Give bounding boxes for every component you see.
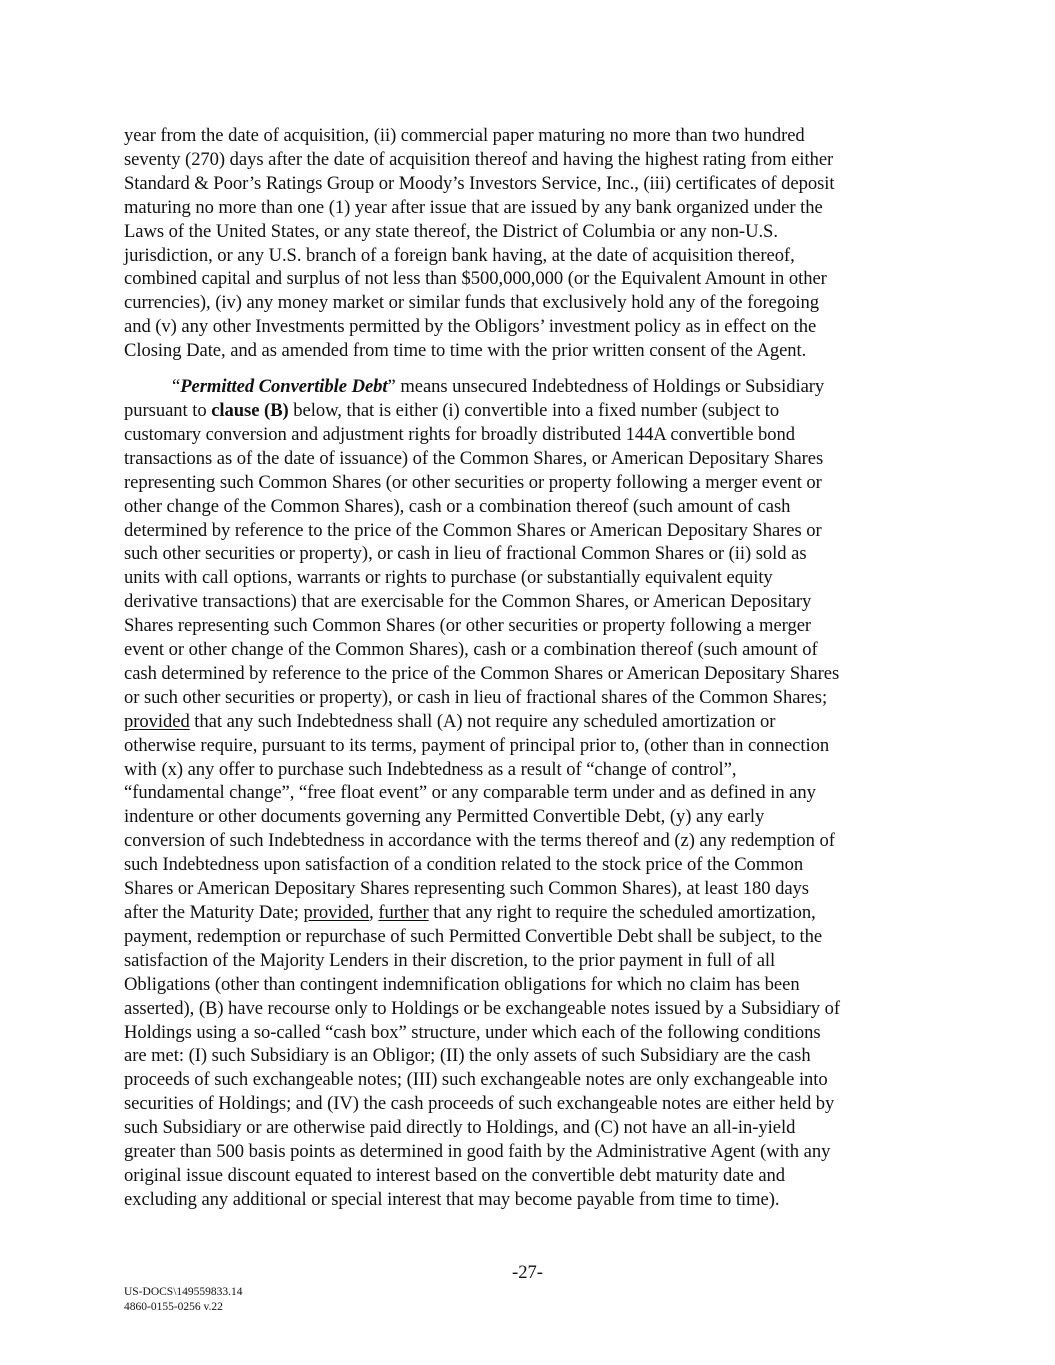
text-line: such Subsidiary or are otherwise paid directly to Holdings, and (C) not have an all-in-yield — [124, 1117, 796, 1139]
clause-reference: clause (B) — [211, 399, 289, 421]
text-line: securities of Holdings; and (IV) the cash proceeds of such exchangeable notes are either held by — [124, 1093, 835, 1115]
text-line: determined by reference to the price of the Common Shares or American Depositary Shares or — [124, 519, 822, 541]
defined-term: Permitted Convertible Debt — [180, 376, 388, 398]
text-line: Shares representing such Common Shares (or other securities or property following a merger — [124, 615, 812, 637]
text-segment: pursuant to — [124, 399, 212, 421]
text-line — [124, 399, 932, 423]
text-line: asserted), (B) have recourse only to Holdings or be exchangeable notes issued by a Subsidiary of — [124, 997, 841, 1019]
text-segment: after the Maturity Date; — [124, 902, 304, 923]
text-line: payment, redemption or repurchase of such Permitted Convertible Debt shall be subject, to the — [124, 925, 823, 947]
text-line: conversion of such Indebtedness in accordance with the terms thereof and (z) any redemption of — [124, 830, 835, 852]
paragraph-spacer — [124, 363, 932, 375]
text-line: or such other securities or property), or cash in lieu of fractional shares of the Common Shares; — [124, 686, 828, 708]
text-line — [124, 901, 932, 925]
document-footer — [124, 1285, 243, 1314]
text-line: greater than 500 basis points as determined in good faith by the Administrative Agent (with any — [124, 1141, 831, 1163]
text-line: derivative transactions) that are exercisable for the Common Shares, or American Depositary — [124, 591, 812, 613]
text-line: seventy (270) days after the date of acquisition thereof and having the highest rating from either — [124, 148, 834, 170]
text-line: such Indebtedness upon satisfaction of a condition related to the stock price of the Common — [124, 854, 804, 876]
text-line: Laws of the United States, or any state thereof, the District of Columbia or any non-U.S. — [124, 220, 778, 242]
text-line: jurisdiction, or any U.S. branch of a foreign bank having, at the date of acquisition thereof, — [124, 244, 795, 266]
text-line: “fundamental change”, “free float event” or any comparable term under and as defined in any — [124, 782, 816, 804]
text-line: cash determined by reference to the price of the Common Shares or American Depositary Shares — [124, 662, 840, 684]
proviso-keyword: provided — [124, 710, 190, 732]
text-line: Shares or American Depositary Shares representing such Common Shares), at least 180 days — [124, 878, 809, 900]
text-line: satisfaction of the Majority Lenders in their discretion, to the prior payment in full of all — [124, 949, 776, 971]
page-number: -27- — [512, 1262, 543, 1283]
text-line: indenture or other documents governing any Permitted Convertible Debt, (y) any early — [124, 806, 765, 828]
text-line: event or other change of the Common Shares), cash or a combination thereof (such amount of — [124, 639, 818, 661]
text-line: representing such Common Shares (or other securities or property following a merger event or — [124, 471, 822, 493]
text-line: units with call options, warrants or rights to purchase (or substantially equivalent equity — [124, 567, 773, 589]
text-segment: that any such Indebtedness shall (A) not require any scheduled amortization or — [189, 710, 776, 732]
text-line: transactions as of the date of issuance) of the Common Shares, or American Depositary Shares — [124, 447, 824, 469]
document-body — [124, 124, 932, 1212]
proviso-keyword: provided — [303, 902, 370, 923]
text-line: and (v) any other Investments permitted by the Obligors’ investment policy as in effect on the — [124, 316, 817, 338]
text-line: Holdings using a so-called “cash box” structure, under which each of the following conditions — [124, 1021, 821, 1043]
footer-doc-id: US-DOCS\149559833.14 — [124, 1286, 243, 1298]
text-line: otherwise require, pursuant to its terms, payment of principal prior to, (other than in connection — [124, 734, 830, 756]
text-line: are met: (I) such Subsidiary is an Obligor; (II) the only assets of such Subsidiary are the cash — [124, 1045, 811, 1067]
text-line: Standard & Poor’s Ratings Group or Moody’s Investors Service, Inc., (iii) certificates of deposit — [124, 172, 835, 194]
open-quote: “ — [172, 376, 181, 398]
text-line: customary conversion and adjustment rights for broadly distributed 144A convertible bond — [124, 423, 796, 445]
text-segment: below, that is either (i) convertible into a fixed number (subject to — [288, 399, 780, 421]
definition-lead-text: ” means unsecured Indebtedness of Holdings or Subsidiary — [387, 376, 825, 398]
text-line: other change of the Common Shares), cash or a combination thereof (such amount of cash — [124, 495, 791, 517]
proviso-keyword: further — [378, 902, 429, 923]
text-segment: , — [369, 902, 379, 923]
text-line: combined capital and surplus of not less than $500,000,000 (or the Equivalent Amount in other — [124, 268, 827, 290]
definition-first-line — [124, 375, 932, 399]
text-line: year from the date of acquisition, (ii) commercial paper maturing no more than two hundred — [124, 125, 805, 146]
text-line — [124, 710, 932, 734]
text-line: maturing no more than one (1) year after issue that are issued by any bank organized under the — [124, 196, 823, 218]
text-line: Obligations (other than contingent indemnification obligations for which no claim has been — [124, 973, 800, 995]
text-line: original issue discount equated to interest based on the convertible debt maturity date and — [124, 1164, 786, 1186]
text-line: excluding any additional or special interest that may become payable from time to time). — [124, 1188, 780, 1210]
text-line: Closing Date, and as amended from time to time with the prior written consent of the Agent. — [124, 340, 807, 362]
text-segment: that any right to require the scheduled amortization, — [428, 902, 816, 923]
text-line: currencies), (iv) any money market or similar funds that exclusively hold any of the foregoing — [124, 292, 819, 314]
paragraph-permitted-convertible-debt — [124, 375, 932, 1212]
text-line: with (x) any offer to purchase such Indebtedness as a result of “change of control”, — [124, 758, 737, 780]
footer-doc-version: 4860-0155-0256 v.22 — [124, 1300, 223, 1313]
text-line: such other securities or property), or cash in lieu of fractional Common Shares or (ii) sold as — [124, 543, 807, 565]
paragraph-cash-equivalents — [124, 124, 932, 363]
text-line: proceeds of such exchangeable notes; (III) such exchangeable notes are only exchangeable into — [124, 1069, 828, 1091]
